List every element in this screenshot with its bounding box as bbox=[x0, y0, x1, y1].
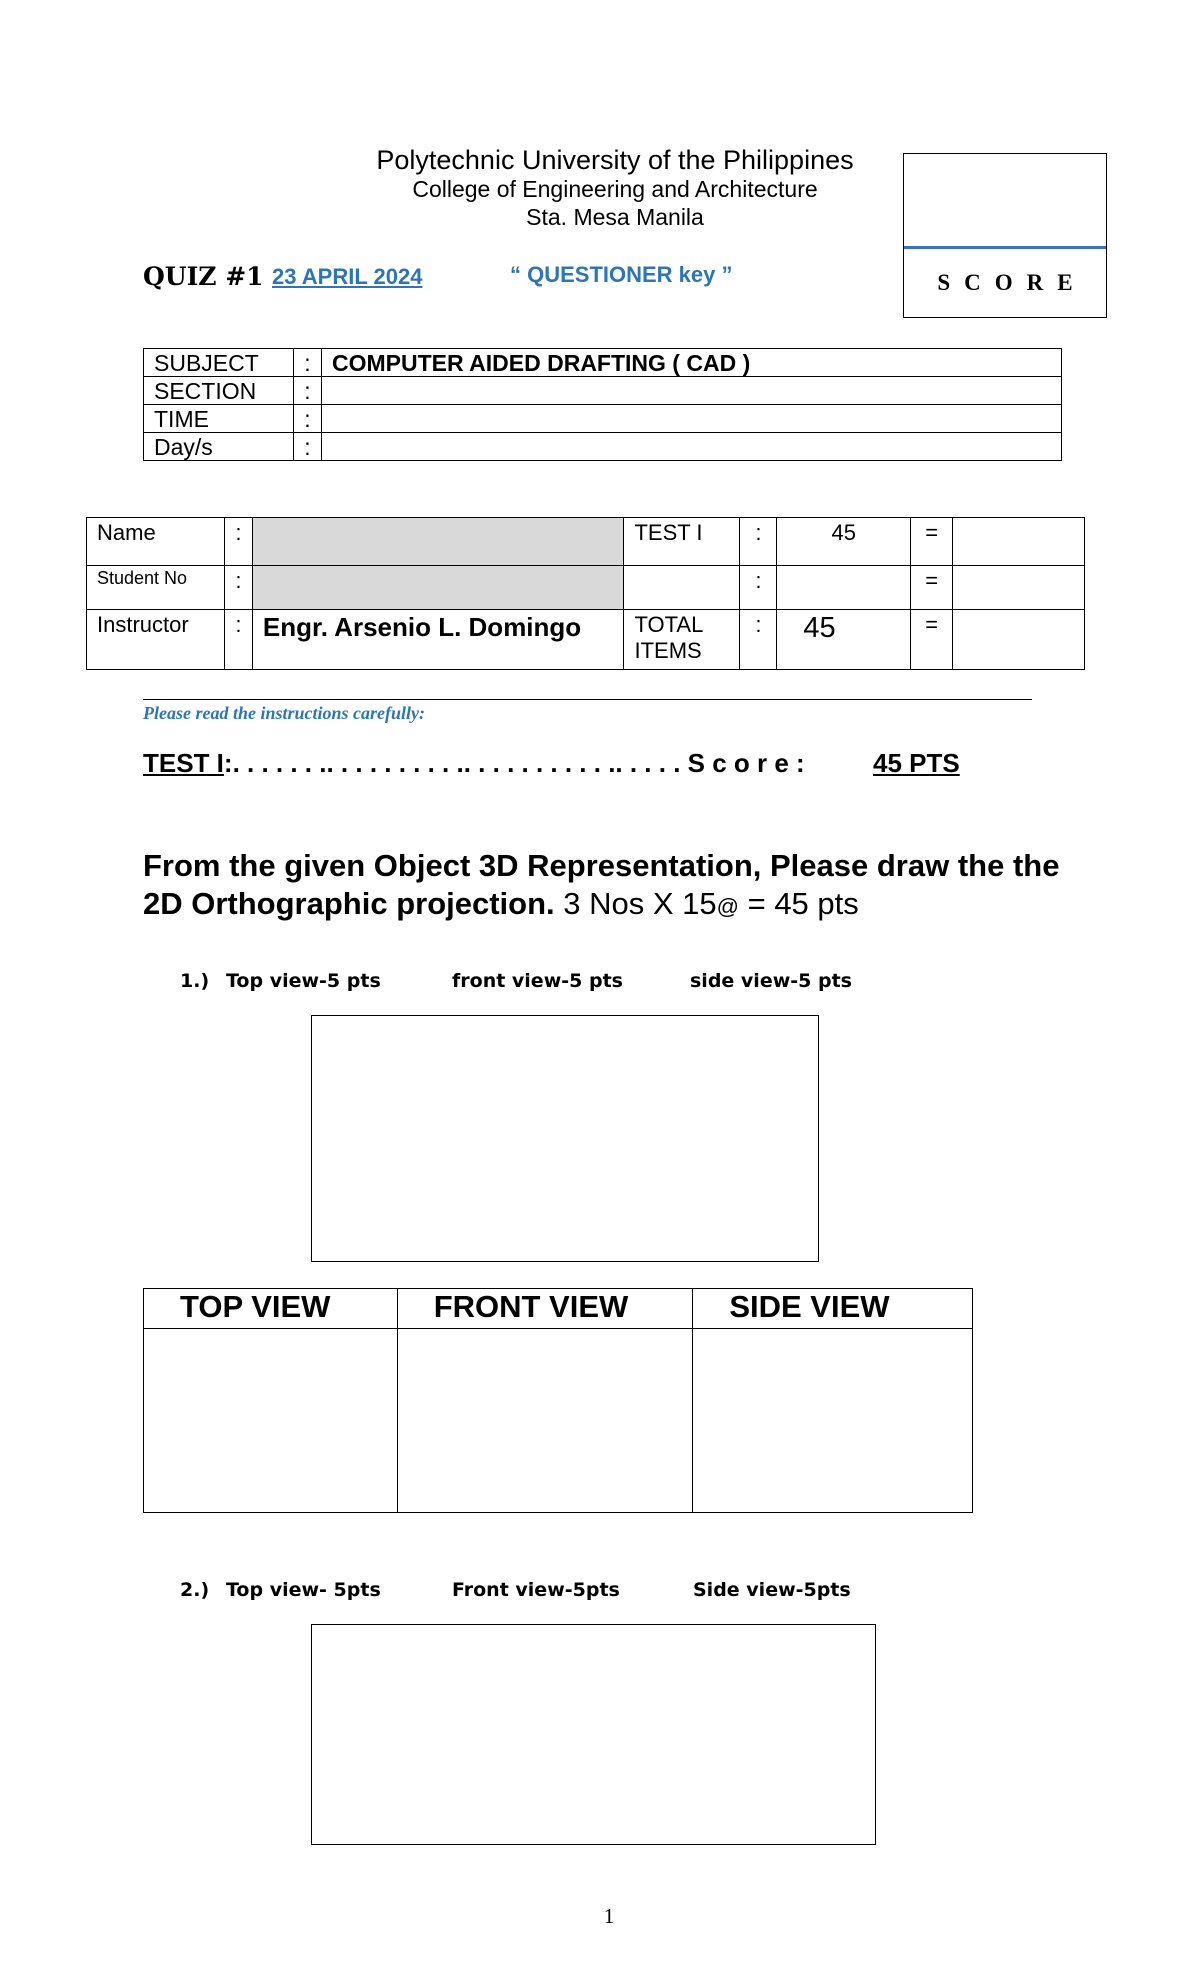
front-view-header: FRONT VIEW bbox=[397, 1289, 693, 1329]
item-1-side-view: side view-5 pts bbox=[690, 970, 852, 992]
subject-info-table bbox=[143, 348, 1062, 461]
quiz-title: QUIZ #1 bbox=[143, 262, 264, 291]
days-label: Day/s bbox=[144, 433, 294, 461]
table-row bbox=[144, 377, 1062, 405]
front-view-drawing-area[interactable] bbox=[397, 1329, 693, 1513]
colon: : bbox=[740, 566, 777, 610]
colon: : bbox=[224, 518, 252, 566]
test-points: 45 PTS bbox=[873, 748, 960, 778]
quiz-date: 23 APRIL 2024 bbox=[272, 264, 423, 289]
item-1-top-view: Top view-5 pts bbox=[226, 970, 381, 992]
colon: : bbox=[294, 349, 322, 377]
item-2-side-view: Side view-5pts bbox=[693, 1579, 851, 1601]
total-items-points: 45 bbox=[777, 610, 911, 670]
table-row bbox=[87, 610, 1085, 670]
item-2-top-view: Top view- 5pts bbox=[226, 1579, 381, 1601]
prompt-at: @ bbox=[716, 894, 739, 919]
prompt-count: 3 Nos X 15 bbox=[554, 886, 717, 921]
colon: : bbox=[294, 377, 322, 405]
prompt-bold: From the given Object 3D Representation, Please draw the the 2D Orthographic projection. bbox=[143, 848, 1060, 921]
top-view-header: TOP VIEW bbox=[144, 1289, 398, 1329]
total-items-label: TOTAL ITEMS bbox=[624, 610, 740, 670]
university-name: Polytechnic University of the Philippines bbox=[376, 145, 854, 175]
page-number: 1 bbox=[603, 1904, 615, 1928]
equals-sign: = bbox=[911, 566, 953, 610]
colon: : bbox=[740, 518, 777, 566]
section-value bbox=[322, 377, 1062, 405]
blank-score-field[interactable] bbox=[953, 566, 1085, 610]
student-no-field[interactable] bbox=[252, 566, 624, 610]
college-name: College of Engineering and Architecture bbox=[412, 176, 818, 202]
table-row bbox=[87, 518, 1085, 566]
item-1-number: 1.) bbox=[180, 970, 210, 992]
test-label: TEST I bbox=[143, 748, 224, 778]
score-divider bbox=[904, 246, 1106, 249]
instructor-name: Engr. Arsenio L. Domingo bbox=[252, 610, 624, 670]
side-view-drawing-area[interactable] bbox=[693, 1329, 973, 1513]
equals-sign: = bbox=[911, 610, 953, 670]
colon: : bbox=[224, 610, 252, 670]
side-view-header: SIDE VIEW bbox=[693, 1289, 973, 1329]
blank-points bbox=[777, 566, 911, 610]
student-info-table bbox=[86, 517, 1085, 670]
instructions-divider bbox=[143, 699, 1032, 700]
question-prompt bbox=[143, 847, 1083, 926]
table-row bbox=[144, 349, 1062, 377]
equals-sign: = bbox=[911, 518, 953, 566]
colon: : bbox=[294, 405, 322, 433]
blank-label bbox=[624, 566, 740, 610]
table-row bbox=[144, 1329, 973, 1513]
section-label: SECTION bbox=[144, 377, 294, 405]
student-no-label: Student No bbox=[87, 566, 225, 610]
questioner-key-label: “ QUESTIONER key ” bbox=[510, 262, 733, 287]
test-points: 45 bbox=[777, 518, 911, 566]
item-2-3d-figure-box bbox=[311, 1624, 876, 1845]
table-row bbox=[144, 1289, 973, 1329]
table-row bbox=[144, 405, 1062, 433]
colon: : bbox=[740, 610, 777, 670]
campus-location: Sta. Mesa Manila bbox=[526, 204, 704, 230]
score-box bbox=[903, 153, 1107, 318]
prompt-total: = 45 pts bbox=[738, 886, 859, 921]
item-1-3d-figure-box bbox=[311, 1015, 819, 1262]
time-label: TIME bbox=[144, 405, 294, 433]
instructions-text: Please read the instructions carefully: bbox=[143, 703, 425, 723]
colon: : bbox=[224, 566, 252, 610]
time-value bbox=[322, 405, 1062, 433]
table-row bbox=[144, 433, 1062, 461]
name-label: Name bbox=[87, 518, 225, 566]
test-label: TEST I bbox=[624, 518, 740, 566]
subject-label: SUBJECT bbox=[144, 349, 294, 377]
item-2-front-view: Front view-5pts bbox=[452, 1579, 620, 1601]
test-dots: :. . . . . . .. . . . . . . . . .. . . . . . . . . . .. . . . . S c o r e : bbox=[223, 748, 805, 778]
days-value bbox=[322, 433, 1062, 461]
instructor-label: Instructor bbox=[87, 610, 225, 670]
test-heading bbox=[143, 748, 805, 779]
subject-value: COMPUTER AIDED DRAFTING ( CAD ) bbox=[322, 349, 1062, 377]
name-field[interactable] bbox=[252, 518, 624, 566]
item-2-number: 2.) bbox=[180, 1579, 210, 1601]
score-label: SCORE bbox=[937, 270, 1087, 295]
orthographic-views-table bbox=[143, 1288, 973, 1513]
item-1-front-view: front view-5 pts bbox=[452, 970, 623, 992]
colon: : bbox=[294, 433, 322, 461]
table-row bbox=[87, 566, 1085, 610]
top-view-drawing-area[interactable] bbox=[144, 1329, 398, 1513]
total-score-field[interactable] bbox=[953, 610, 1085, 670]
test-score-field[interactable] bbox=[953, 518, 1085, 566]
